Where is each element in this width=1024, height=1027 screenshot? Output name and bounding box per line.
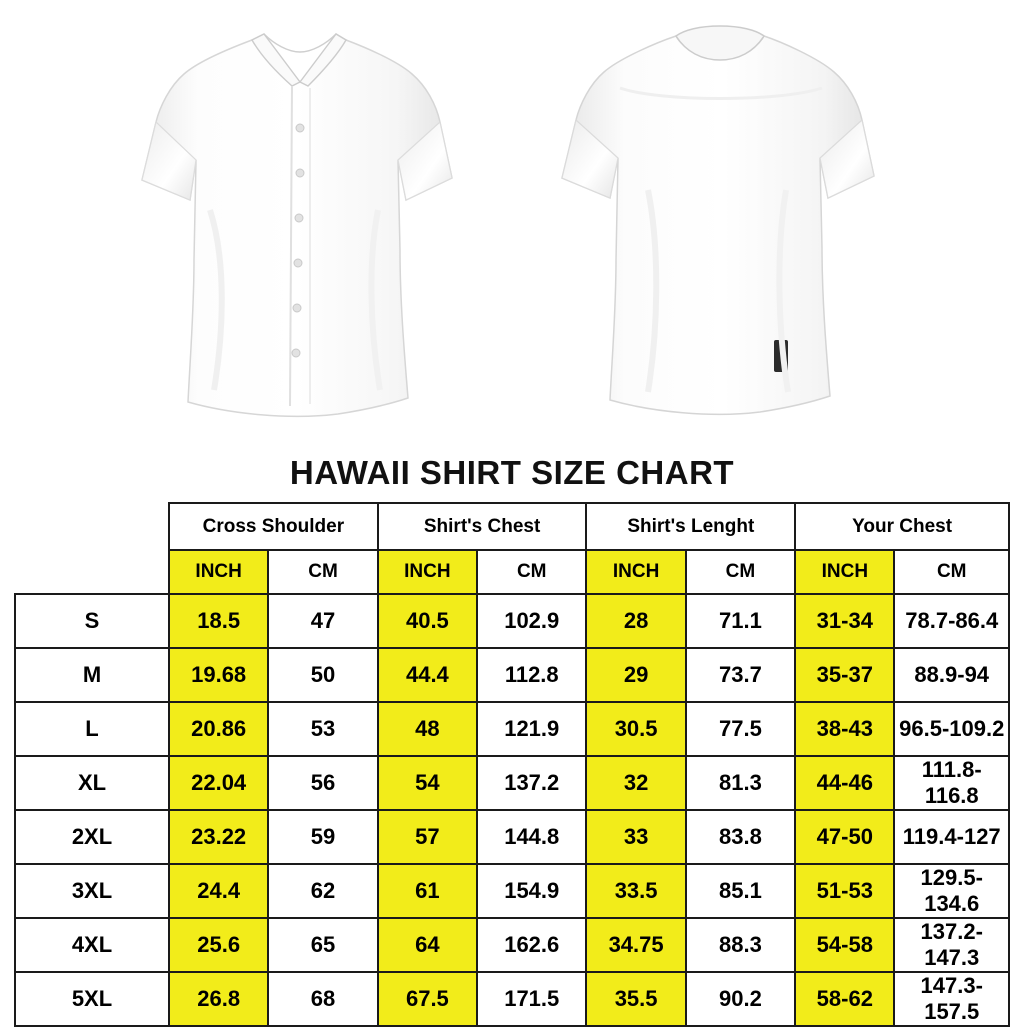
size-chart-table <box>14 502 1010 1027</box>
cell-your-chest-inch: 44-46 <box>795 756 894 810</box>
table-group-header-row <box>15 503 1009 550</box>
cell-shirts-lenght-cm: 71.1 <box>686 594 795 648</box>
cell-shirts-chest-inch: 67.5 <box>378 972 477 1026</box>
cell-your-chest-inch: 47-50 <box>795 810 894 864</box>
unit-header-inch-3: INCH <box>586 550 685 594</box>
group-header-shirts-lenght: Shirt's Lenght <box>586 503 795 550</box>
cell-shirts-lenght-inch: 35.5 <box>586 972 685 1026</box>
cell-shirts-lenght-cm: 85.1 <box>686 864 795 918</box>
row-size-label: 2XL <box>15 810 169 864</box>
group-header-cross-shoulder: Cross Shoulder <box>169 503 378 550</box>
cell-shirts-chest-inch: 44.4 <box>378 648 477 702</box>
cell-shirts-chest-cm: 121.9 <box>477 702 586 756</box>
cell-shirts-lenght-inch: 34.75 <box>586 918 685 972</box>
unit-header-cm-1: CM <box>268 550 377 594</box>
cell-cross-shoulder-cm: 50 <box>268 648 377 702</box>
cell-cross-shoulder-inch: 20.86 <box>169 702 268 756</box>
cell-your-chest-inch: 51-53 <box>795 864 894 918</box>
unit-header-cm-3: CM <box>686 550 795 594</box>
cell-shirts-lenght-cm: 90.2 <box>686 972 795 1026</box>
unit-header-cm-2: CM <box>477 550 586 594</box>
cell-your-chest-cm: 88.9-94 <box>894 648 1009 702</box>
cell-shirts-lenght-inch: 29 <box>586 648 685 702</box>
cell-your-chest-cm: 147.3-157.5 <box>894 972 1009 1026</box>
table-row <box>15 702 1009 756</box>
cell-shirts-lenght-inch: 32 <box>586 756 685 810</box>
cell-shirts-lenght-cm: 88.3 <box>686 918 795 972</box>
unit-header-inch-2: INCH <box>378 550 477 594</box>
cell-your-chest-cm: 78.7-86.4 <box>894 594 1009 648</box>
table-row <box>15 594 1009 648</box>
cell-your-chest-cm: 111.8-116.8 <box>894 756 1009 810</box>
cell-your-chest-inch: 58-62 <box>795 972 894 1026</box>
cell-shirts-chest-cm: 112.8 <box>477 648 586 702</box>
table-row <box>15 648 1009 702</box>
table-row <box>15 864 1009 918</box>
cell-shirts-chest-inch: 54 <box>378 756 477 810</box>
cell-your-chest-cm: 119.4-127 <box>894 810 1009 864</box>
cell-shirts-lenght-cm: 73.7 <box>686 648 795 702</box>
unit-corner-cell <box>15 550 169 594</box>
cell-shirts-lenght-cm: 81.3 <box>686 756 795 810</box>
cell-cross-shoulder-inch: 24.4 <box>169 864 268 918</box>
cell-cross-shoulder-cm: 68 <box>268 972 377 1026</box>
group-header-your-chest: Your Chest <box>795 503 1009 550</box>
cell-your-chest-cm: 129.5-134.6 <box>894 864 1009 918</box>
cell-your-chest-cm: 137.2-147.3 <box>894 918 1009 972</box>
cell-your-chest-inch: 31-34 <box>795 594 894 648</box>
cell-cross-shoulder-inch: 25.6 <box>169 918 268 972</box>
table-row <box>15 810 1009 864</box>
table-row <box>15 918 1009 972</box>
cell-shirts-lenght-inch: 33 <box>586 810 685 864</box>
cell-shirts-chest-cm: 154.9 <box>477 864 586 918</box>
row-size-label: M <box>15 648 169 702</box>
table-row <box>15 972 1009 1026</box>
cell-cross-shoulder-inch: 26.8 <box>169 972 268 1026</box>
cell-shirts-chest-cm: 171.5 <box>477 972 586 1026</box>
cell-cross-shoulder-cm: 59 <box>268 810 377 864</box>
cell-cross-shoulder-cm: 65 <box>268 918 377 972</box>
cell-shirts-chest-inch: 57 <box>378 810 477 864</box>
corner-cell <box>15 503 169 550</box>
cell-cross-shoulder-cm: 62 <box>268 864 377 918</box>
row-size-label: S <box>15 594 169 648</box>
cell-your-chest-inch: 38-43 <box>795 702 894 756</box>
row-size-label: XL <box>15 756 169 810</box>
row-size-label: L <box>15 702 169 756</box>
unit-header-inch-4: INCH <box>795 550 894 594</box>
cell-shirts-lenght-cm: 77.5 <box>686 702 795 756</box>
cell-shirts-lenght-inch: 28 <box>586 594 685 648</box>
shirt-front-image <box>140 10 460 440</box>
cell-shirts-chest-cm: 144.8 <box>477 810 586 864</box>
unit-header-inch-1: INCH <box>169 550 268 594</box>
shirt-illustrations <box>0 0 1024 450</box>
page-title: HAWAII SHIRT SIZE CHART <box>289 454 735 491</box>
cell-shirts-chest-inch: 64 <box>378 918 477 972</box>
unit-header-cm-4: CM <box>894 550 1009 594</box>
row-size-label: 4XL <box>15 918 169 972</box>
cell-cross-shoulder-inch: 19.68 <box>169 648 268 702</box>
row-size-label: 5XL <box>15 972 169 1026</box>
shirt-back-image <box>560 10 880 440</box>
cell-cross-shoulder-cm: 47 <box>268 594 377 648</box>
cell-shirts-chest-inch: 40.5 <box>378 594 477 648</box>
cell-your-chest-cm: 96.5-109.2 <box>894 702 1009 756</box>
cell-shirts-lenght-cm: 83.8 <box>686 810 795 864</box>
cell-cross-shoulder-inch: 18.5 <box>169 594 268 648</box>
cell-shirts-chest-inch: 48 <box>378 702 477 756</box>
size-table-wrapper <box>0 502 1024 1027</box>
cell-cross-shoulder-inch: 23.22 <box>169 810 268 864</box>
cell-shirts-chest-cm: 102.9 <box>477 594 586 648</box>
cell-shirts-chest-cm: 137.2 <box>477 756 586 810</box>
cell-cross-shoulder-cm: 53 <box>268 702 377 756</box>
cell-your-chest-inch: 35-37 <box>795 648 894 702</box>
cell-shirts-lenght-inch: 33.5 <box>586 864 685 918</box>
cell-your-chest-inch: 54-58 <box>795 918 894 972</box>
row-size-label: 3XL <box>15 864 169 918</box>
table-row <box>15 756 1009 810</box>
cell-cross-shoulder-cm: 56 <box>268 756 377 810</box>
group-header-shirts-chest: Shirt's Chest <box>378 503 587 550</box>
cell-shirts-chest-cm: 162.6 <box>477 918 586 972</box>
cell-shirts-chest-inch: 61 <box>378 864 477 918</box>
cell-shirts-lenght-inch: 30.5 <box>586 702 685 756</box>
cell-cross-shoulder-inch: 22.04 <box>169 756 268 810</box>
table-unit-header-row <box>15 550 1009 594</box>
